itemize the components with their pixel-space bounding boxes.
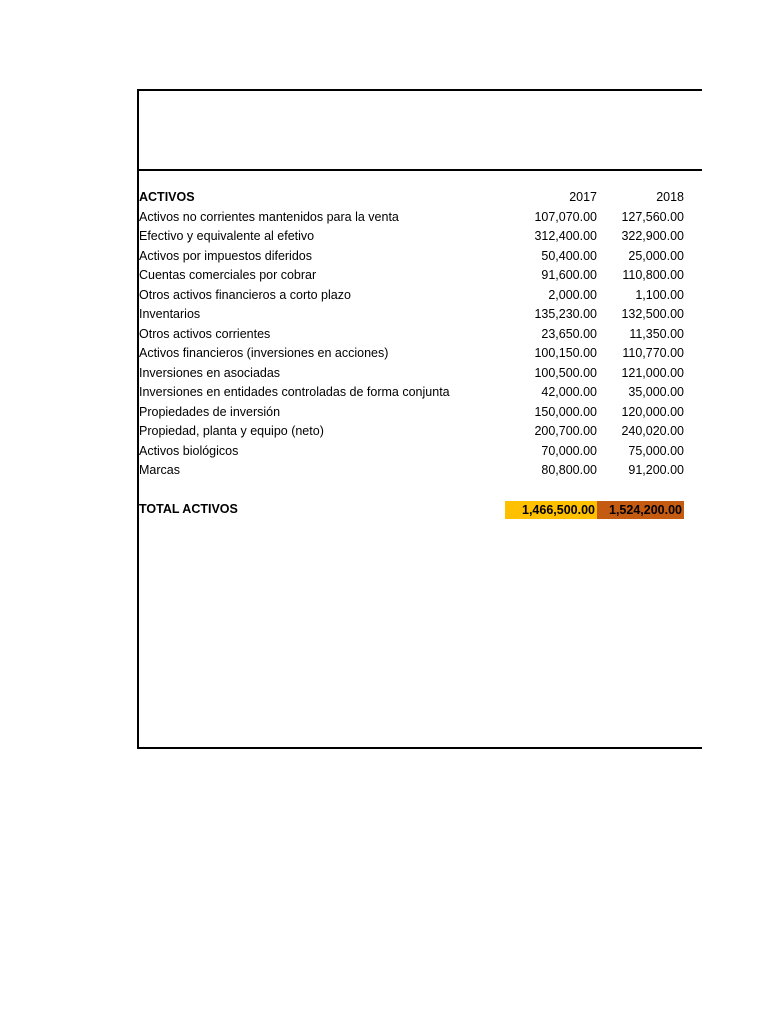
row-value-2018: 25,000.00: [628, 248, 684, 263]
year-2017-header: 2017: [569, 190, 597, 204]
empty-header-band: [139, 91, 702, 171]
row-value-2018: 322,900.00: [621, 229, 684, 243]
row-value-2017: 70,000.00: [541, 443, 597, 458]
row-label: Otros activos corrientes: [139, 326, 271, 341]
row-value-2017: 23,650.00: [541, 326, 597, 341]
table-row: [139, 286, 702, 306]
table-row: [139, 403, 702, 423]
assets-table: [139, 188, 702, 519]
row-value-2017: 100,150.00: [534, 346, 597, 360]
table-row: [139, 422, 702, 442]
row-spacer: [139, 481, 702, 500]
row-value-2018: 120,000.00: [621, 404, 684, 419]
row-value-2018: 75,000.00: [628, 443, 684, 458]
header-row: [139, 188, 702, 208]
balance-sheet-frame: [137, 89, 702, 749]
section-title: ACTIVOS: [139, 190, 195, 204]
table-row: [139, 325, 702, 345]
row-value-2017: 80,800.00: [541, 463, 597, 477]
row-label: Otros activos financieros a corto plazo: [139, 287, 351, 302]
row-label: Propiedades de inversión: [139, 404, 281, 419]
row-label: Inversiones en asociadas: [139, 365, 281, 380]
row-value-2018: 1,100.00: [635, 287, 684, 302]
row-value-2017: 312,400.00: [534, 229, 597, 243]
row-value-2018: 240,020.00: [621, 424, 684, 438]
table-row: [139, 442, 702, 462]
row-label: Efectivo y equivalente al efetivo: [139, 229, 315, 243]
row-label: Inversiones en entidades controladas de forma conjunta: [139, 385, 450, 399]
row-value-2018: 121,000.00: [621, 365, 684, 380]
row-value-2017: 200,700.00: [534, 424, 597, 438]
total-2018-cell: 1,524,200.00: [597, 501, 684, 519]
table-row: [139, 208, 702, 228]
row-label: Propiedad, planta y equipo (neto): [139, 424, 324, 438]
row-value-2018: 110,800.00: [622, 268, 684, 282]
table-row: [139, 364, 702, 384]
row-value-2017: 100,500.00: [534, 365, 597, 380]
row-label: Marcas: [139, 463, 180, 477]
row-value-2018: 127,560.00: [621, 209, 684, 224]
table-row: [139, 247, 702, 267]
row-value-2017: 107,070.00: [534, 209, 597, 224]
total-2017-cell: 1,466,500.00: [505, 501, 597, 519]
row-label: Cuentas comerciales por cobrar: [139, 268, 317, 282]
row-label: Activos no corrientes mantenidos para la venta: [139, 209, 399, 224]
row-value-2017: 2,000.00: [548, 287, 597, 302]
year-2018-header: 2018: [656, 190, 684, 204]
row-value-2017: 50,400.00: [541, 248, 597, 263]
row-value-2017: 42,000.00: [541, 385, 597, 399]
total-row: [139, 500, 702, 520]
row-label: Activos financieros (inversiones en acciones): [139, 346, 389, 360]
table-row: [139, 266, 702, 286]
row-label: Activos biológicos: [139, 443, 239, 458]
row-label: Activos por impuestos diferidos: [139, 248, 312, 263]
row-label: Inventarios: [139, 307, 201, 321]
total-label: TOTAL ACTIVOS: [139, 501, 238, 516]
table-row: [139, 383, 702, 403]
row-value-2018: 110,770.00: [622, 346, 684, 360]
row-value-2017: 135,230.00: [534, 307, 597, 321]
table-row: [139, 305, 702, 325]
table-row: [139, 227, 702, 247]
row-value-2018: 132,500.00: [621, 307, 684, 321]
table-row: [139, 461, 702, 481]
row-value-2018: 91,200.00: [628, 463, 684, 477]
row-value-2018: 35,000.00: [628, 385, 684, 399]
row-value-2017: 91,600.00: [541, 268, 597, 282]
asset-rows: [139, 208, 702, 481]
row-value-2017: 150,000.00: [534, 404, 597, 419]
row-value-2018: 11,350.00: [629, 326, 684, 341]
table-row: [139, 344, 702, 364]
